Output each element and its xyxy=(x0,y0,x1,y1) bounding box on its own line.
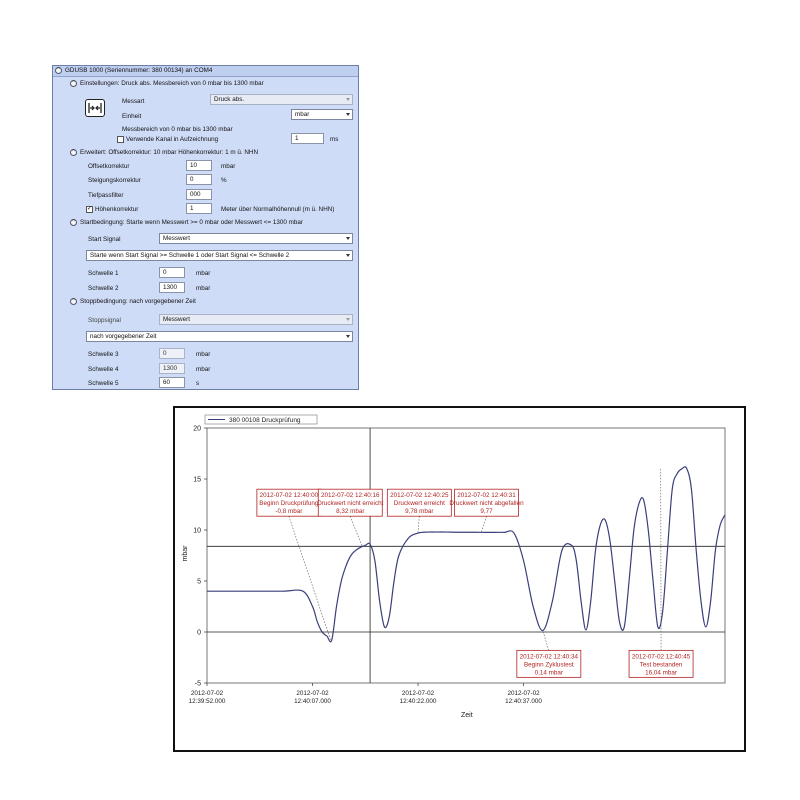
chevron-down-icon xyxy=(346,254,350,257)
messart-label: Messart xyxy=(122,98,145,105)
start-condition-value: Starte wenn Start Signal >= Schwelle 1 oder Start Signal <= Schwelle 2 xyxy=(90,252,290,259)
x-tick-label: 12:40:22.000 xyxy=(399,698,437,705)
collapse-startbedingung-icon[interactable]: ^ xyxy=(70,219,77,226)
schwelle3-label: Schwelle 3 xyxy=(88,351,119,358)
y-tick-label: 10 xyxy=(193,527,201,535)
steigung-label: Steigungskorrektur xyxy=(88,177,141,184)
device-title: GDUSB 1000 (Seriennummer: 380 00134) an COM4 xyxy=(65,67,213,74)
chevron-down-icon xyxy=(346,237,350,240)
x-tick-label: 2012-07-02 xyxy=(401,690,435,697)
pressure-chart[interactable] xyxy=(175,408,744,750)
schwelle1-label: Schwelle 1 xyxy=(88,270,119,277)
interval-input[interactable]: 1 xyxy=(291,133,324,144)
schwelle1-input[interactable]: 0 xyxy=(159,267,185,278)
stopp-condition-select[interactable] xyxy=(86,331,353,342)
offset-unit: mbar xyxy=(221,163,236,170)
schwelle5-label: Schwelle 5 xyxy=(88,380,119,387)
schwelle2-unit: mbar xyxy=(196,285,211,292)
messbereich-text: Messbereich von 0 mbar bis 1300 mbar xyxy=(122,126,233,133)
hoehen-unit: Meter über Normalhöhennull (m ü. NHN) xyxy=(221,206,335,213)
annotation-text: Beginn Druckprüfung xyxy=(259,500,319,508)
annotation-text: Beginn Zyklustest xyxy=(523,661,574,669)
annotation-text: 8,32 mbar xyxy=(336,508,365,516)
x-tick-label: 2012-07-02 xyxy=(190,690,224,697)
schwelle2-input[interactable]: 1300 xyxy=(159,282,185,293)
section-startbedingung: Startbedingung: Starte wenn Messwert >= 0 mbar oder Messwert <= 1300 mbar xyxy=(80,219,303,226)
collapse-stoppbedingung-icon[interactable]: ^ xyxy=(70,298,77,305)
annotation-text: Druckwert erreicht xyxy=(393,500,445,508)
annotation-text: 2012-07-02 12:40:25 xyxy=(390,492,449,500)
einheit-label: Einheit xyxy=(122,113,142,120)
collapse-einstellungen-icon[interactable]: ^ xyxy=(70,80,77,87)
chevron-down-icon xyxy=(346,98,350,101)
steigung-unit: % xyxy=(221,177,227,184)
stopp-signal-select[interactable] xyxy=(159,314,353,325)
x-tick-label: 12:40:07.000 xyxy=(294,698,331,705)
hoehen-label: Höhenkorrektur xyxy=(95,206,139,213)
panel-titlebar xyxy=(53,66,358,77)
annotation-text: 16,04 mbar xyxy=(645,669,678,677)
x-tick-label: 12:39:52.000 xyxy=(188,698,226,705)
verwende-kanal-label: Verwende Kanal in Aufzeichnung xyxy=(126,136,219,143)
steigung-input[interactable]: 0 xyxy=(186,174,212,185)
y-tick-label: 15 xyxy=(193,476,201,484)
stopp-signal-value: Messwert xyxy=(163,316,190,323)
x-tick-label: 2012-07-02 xyxy=(507,690,540,697)
annotation-text: 2012-07-02 12:40:45 xyxy=(631,653,691,661)
annotation-text: 2012-07-02 12:40:16 xyxy=(321,492,380,500)
annotation-text: 2012-07-02 12:40:31 xyxy=(457,492,516,500)
y-ticks xyxy=(193,426,207,688)
annotation-text: 0,14 mbar xyxy=(534,669,564,677)
einheit-select[interactable] xyxy=(291,109,353,120)
tiefpass-label: Tiefpassfilter xyxy=(88,192,124,199)
x-tick-label: 2012-07-02 xyxy=(296,690,329,697)
offset-label: Offsetkorrektur xyxy=(88,163,130,170)
chevron-down-icon xyxy=(346,113,350,116)
collapse-erweitert-icon[interactable]: ^ xyxy=(70,149,77,156)
y-axis-label: mbar xyxy=(182,545,189,562)
hoehen-checkbox[interactable]: ✓ xyxy=(87,206,93,212)
chevron-down-icon xyxy=(346,335,350,338)
tiefpass-input[interactable]: 000 xyxy=(186,189,212,200)
schwelle3-unit: mbar xyxy=(196,351,211,358)
section-erweitert: Erweitert: Offsetkorrektur: 10 mbar Höhenkorrektur: 1 m ü. NHN xyxy=(80,149,259,156)
annotation-text: 2012-07-02 12:40:00 xyxy=(259,492,319,500)
device-settings-panel xyxy=(52,65,359,390)
y-tick-label: -5 xyxy=(194,680,201,688)
legend-label: 380 00108 Druckprüfung xyxy=(229,417,301,424)
offset-input[interactable]: 10 xyxy=(186,160,212,171)
annotation-text: 2012-07-02 12:40:34 xyxy=(519,653,579,661)
annotation-text: -0,8 mbar xyxy=(275,508,303,516)
annotation-text: Druckwert nicht erreicht xyxy=(317,500,384,508)
start-signal-label: Start Signal xyxy=(88,236,121,243)
annotation-text: Druckwert nicht abgefallen xyxy=(449,500,524,508)
y-tick-label: 20 xyxy=(193,425,201,433)
start-signal-value: Messwert xyxy=(163,235,190,242)
schwelle4-label: Schwelle 4 xyxy=(88,366,119,373)
y-tick-label: 5 xyxy=(197,578,201,586)
section-stoppbedingung: Stoppbedingung: nach vorgegebener Zeit xyxy=(80,298,196,305)
messart-select[interactable] xyxy=(210,94,353,105)
stopp-signal-label: Stoppsignal xyxy=(88,317,121,324)
annotation-text: 9,77 xyxy=(480,508,493,516)
schwelle5-input[interactable]: 60 xyxy=(159,377,185,388)
start-condition-select[interactable] xyxy=(86,250,353,261)
x-axis-label: Zeit xyxy=(461,712,473,719)
schwelle1-unit: mbar xyxy=(196,270,211,277)
schwelle4-input[interactable]: 1300 xyxy=(159,363,185,374)
schwelle2-label: Schwelle 2 xyxy=(88,285,119,292)
collapse-device-icon[interactable]: ^ xyxy=(55,67,62,74)
chevron-down-icon xyxy=(346,318,350,321)
x-ticks xyxy=(188,680,543,705)
messart-value: Druck abs. xyxy=(214,96,245,103)
annotation-text: Test bestanden xyxy=(639,661,683,669)
einheit-value: mbar xyxy=(295,111,310,118)
start-signal-select[interactable] xyxy=(159,233,353,244)
schwelle5-unit: s xyxy=(196,380,200,387)
stopp-condition-value: nach vorgegebener Zeit xyxy=(90,333,157,340)
y-tick-label: 0 xyxy=(197,629,201,637)
schwelle3-input[interactable]: 0 xyxy=(159,348,185,359)
interval-unit: ms xyxy=(330,136,339,143)
schwelle4-unit: mbar xyxy=(196,366,211,373)
verwende-kanal-checkbox[interactable] xyxy=(117,136,124,143)
hoehen-input[interactable]: 1 xyxy=(186,203,212,214)
annotation-text: 9,78 mbar xyxy=(405,508,434,516)
sensor-icon xyxy=(85,99,105,117)
section-einstellungen: Einstellungen: Druck abs. Messbereich von 0 mbar bis 1300 mbar xyxy=(80,80,264,87)
plot-area xyxy=(207,428,725,683)
x-tick-label: 12:40:37.000 xyxy=(505,698,542,705)
chart-panel xyxy=(173,406,746,752)
